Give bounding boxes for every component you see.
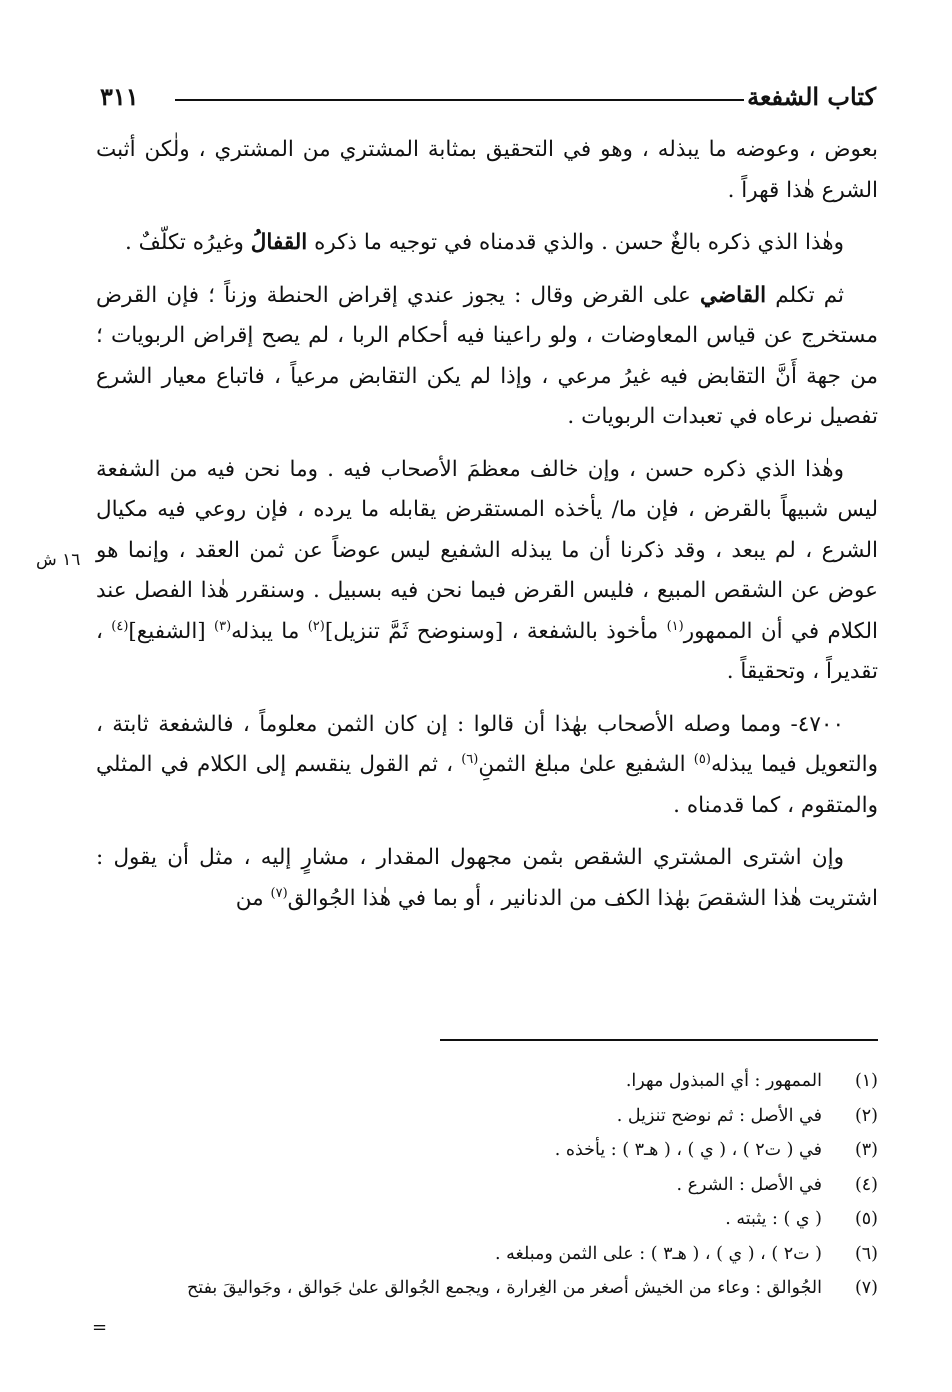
- footnote-number: (٢): [854, 1105, 878, 1126]
- paragraph-1: بعوض ، وعوضه ما يبذله ، وهو في التحقيق بمثابة المشتري من المشتري ، ولٰكن أثبت الشرع هٰذا قهراً .: [96, 137, 878, 203]
- footnote-separator: [440, 1039, 878, 1041]
- footnote-number: (٧): [854, 1278, 878, 1298]
- footnote-text: الجُوالق : وعاء من الخيش أصغر من الغِرارة ، ويجمع الجُوالق علىٰ جَوالق ، وجَواليقَ بفتح: [187, 1278, 822, 1298]
- main-text: [96, 130, 878, 931]
- header-rule: [175, 99, 744, 101]
- page-header: [100, 82, 876, 118]
- page-number: ٣١١: [100, 82, 139, 111]
- footnote-ref-2[interactable]: (٢): [307, 618, 325, 634]
- footnote-1: [96, 1064, 878, 1099]
- footnote-2: [96, 1099, 878, 1134]
- footnote-ref-7[interactable]: (٧): [270, 885, 288, 901]
- name-qadi: القاضي: [699, 282, 767, 308]
- footnote-text: ( ت٢ ) ، ( ي ) ، ( هـ٣ ) : على الثمن ومبلغه .: [495, 1243, 822, 1264]
- footnote-text: في الأصل : ثم نوضح تنزيل .: [616, 1105, 822, 1126]
- paragraph-5: ٤٧٠٠- ومما وصله الأصحاب بهٰذا أن قالوا : إن كان الثمن معلوماً ، فالشفعة ثابتة ، والتعويل فيما يبذله$^{(٥)}$ الشفيع علىٰ مبلغ الثمنِ$^{(٦)}$ ، ثم القول ينقسم إلى الكلام في المثلي والمتقوم ، كما قدمناه .: [96, 711, 878, 818]
- footnote-ref-6[interactable]: (٦): [461, 751, 479, 767]
- footnote-ref-4[interactable]: (٤): [111, 618, 129, 634]
- footnote-3: [96, 1133, 878, 1168]
- footnote-text: الممهور : أي المبذول مهرا.: [625, 1071, 822, 1091]
- footnote-number: (٣): [854, 1140, 878, 1160]
- footnote-ref-5[interactable]: (٥): [693, 751, 711, 767]
- paragraph-4: وهٰذا الذي ذكره حسن ، وإن خالف معظمَ الأصحاب فيه . وما نحن فيه من الشفعة ليس شبيهاً بالقرض ، فإن ما/ يأخذه المستقرض يقابله ما يرده ، فإن روعي فيه مكيال الشرع ، لم يبعد ، وقد ذكرنا أن ما يبذله الشفيع ليس عوضاً عن ثمن العقد ، وإنما هو عوض عن الشقص المبيع ، فليس القرض فيما نحن فيه بسبيل . وسنقرر هٰذا الفصل عند الكلام في أن الممهور$^{(١)}$ مأخوذ بالشفعة ، [وسنوضح ثَمَّ تنزيل]$^{(٢)}$ ما يبذله$^{(٣)}$ [الشفيع]$^{(٤)}$ ، تقديراً ، وتحقيقاً .: [96, 456, 878, 684]
- footnote-ref-1[interactable]: (١): [666, 618, 684, 634]
- paragraph-2: وهٰذا الذي ذكره بالغٌ حسن . والذي قدمناه في توجيه ما ذكره القفالُ وغيرُه تكلّفٌ .: [124, 230, 844, 255]
- footnote-number: (٥): [854, 1209, 878, 1229]
- paragraph-6: وإن اشترى المشتري الشقص بثمن مجهول المقدار ، مشارٍ إليه ، مثل أن يقول : اشتريت هٰذا الشقصَ بهٰذا الكف من الدنانير ، أو بما في هٰذا الجُوالق$^{(٧)}$ من: [96, 845, 878, 911]
- footnote-7: [96, 1271, 878, 1306]
- footnote-4: [96, 1168, 878, 1203]
- footnote-6: [96, 1237, 878, 1272]
- footnote-text: في ( ت٢ ) ، ( ي ) ، ( هـ٣ ) : يأخذه .: [554, 1140, 822, 1160]
- continuation-mark: =: [92, 1317, 108, 1338]
- footnote-ref-3[interactable]: (٣): [214, 618, 232, 634]
- footnote-text: ( ي ) : يثبته .: [725, 1209, 822, 1229]
- footnote-5: [96, 1202, 878, 1237]
- running-title: كتاب الشفعة: [747, 82, 876, 111]
- footnote-number: (٦): [854, 1243, 878, 1264]
- footnote-number: (١): [854, 1071, 878, 1091]
- footnote-number: (٤): [854, 1174, 878, 1195]
- paragraph-3: ثم تكلم القاضي على القرض وقال : يجوز عندي إقراض الحنطة وزناً ؛ فإن القرض مستخرج عن قياس المعاوضات ، ولو راعينا فيه أحكام الربا ، لم يصح إقراض الربويات ؛ من جهة أَنَّ التقابض فيه غيرُ مرعي ، وإذا لم يكن التقابض مرعياً ، فاتباع معيار الشرع تفصيل نرعاه في تعبدات الربويات .: [96, 282, 878, 429]
- footnote-text: في الأصل : الشرع .: [676, 1174, 822, 1195]
- footnotes: [96, 1064, 878, 1306]
- manuscript-folio-note: ١٦ ش: [36, 550, 81, 570]
- name-qaffal: القفالُ: [250, 230, 308, 255]
